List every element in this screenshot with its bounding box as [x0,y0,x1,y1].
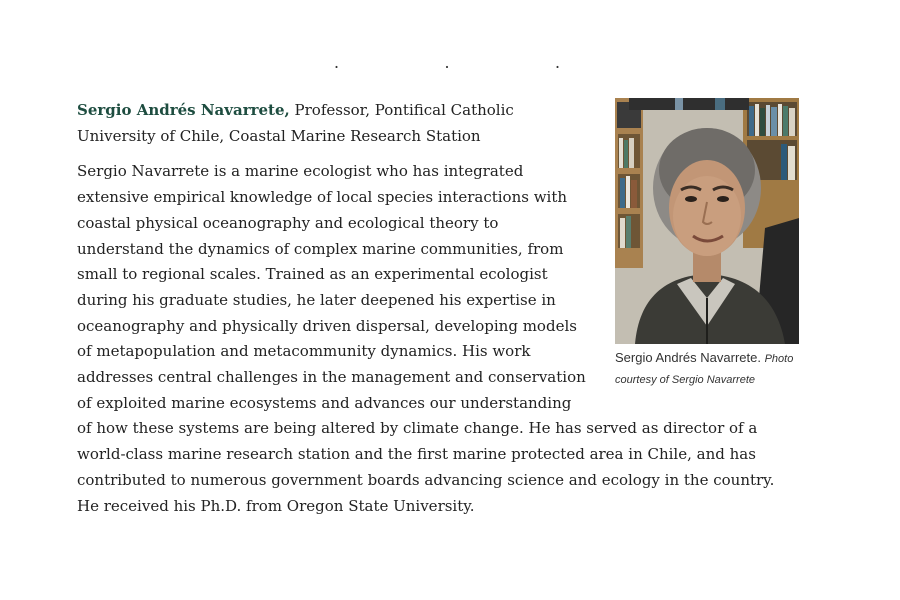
profile-name: Sergio Andrés Navarrete, [77,101,290,119]
profile-figure [615,98,799,390]
profile-entry [77,98,799,519]
profile-affiliation: Professor, Pontifical Catholic University of Chile, Coastal Marine Research Station [77,101,514,145]
profile-bio: Sergio Navarrete is a marine ecologist who has integrated extensive empirical knowledge of local species interactions with coastal physical oceanography and ecological theory to understand the dynamics of complex marine communities, from small to regional scales. Trained as an experimental ecologist during his graduate studies, he later deepened his expertise in oceanography and physically driven dispersal, developing models of metapopulation and metacommunity dynamics. His work addresses central challenges in the management and conservation of exploited marine ecosystems and advances our understanding of how these systems are being altered by climate change. He has served as director of a world-class marine research station and the first marine protected area in Chile, and has contributed to numerous government boards advancing science and ecology in the country. He received his Ph.D. from Oregon State University. [77,162,775,515]
caption-credit: Photo courtesy of Sergio Navarrete [615,353,794,386]
photo-caption [615,348,799,390]
caption-name: Sergio Andrés Navarrete. [615,350,761,365]
section-separator: · · · [333,57,611,77]
profile-photo [615,98,799,344]
